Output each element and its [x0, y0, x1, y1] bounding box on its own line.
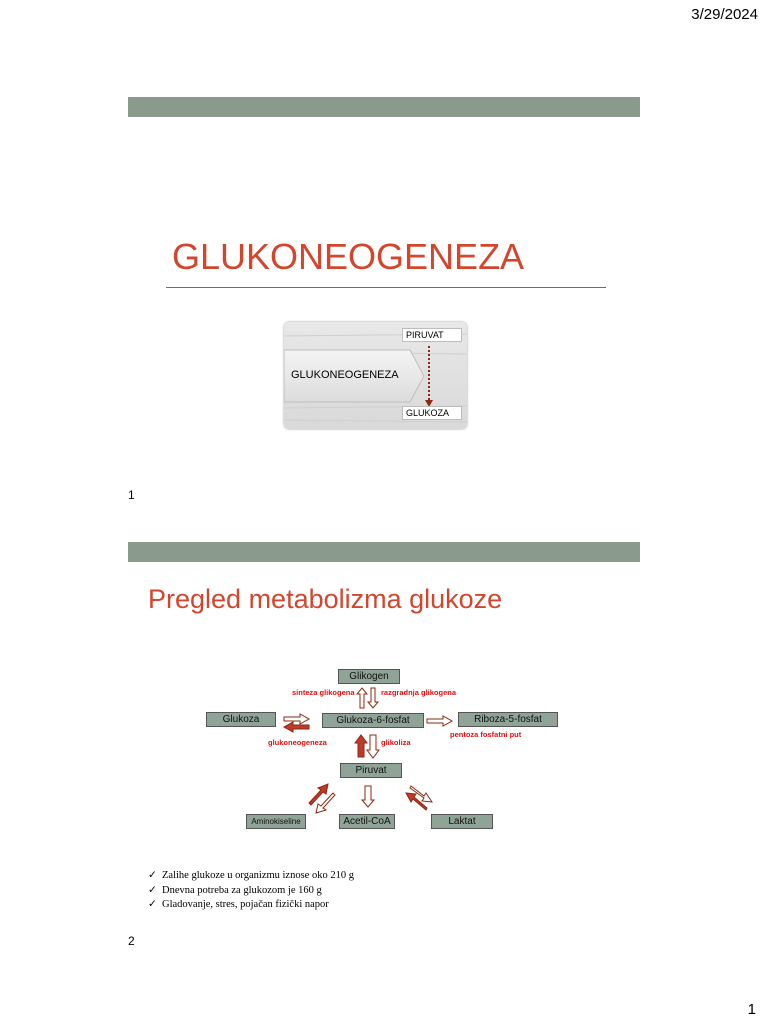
check-icon: ✓	[148, 899, 157, 910]
razgradnja-label: razgradnja glikogena	[381, 688, 457, 697]
glucose-left-arrow	[284, 722, 309, 732]
slide2-title: Pregled metabolizma glukoze	[148, 584, 503, 614]
pentoza-label: pentoza fosfatni put	[450, 730, 522, 739]
slide1-number: 1	[128, 488, 135, 502]
g6p-box: Glukoza-6-fosfat	[322, 713, 424, 728]
glukoneogeneza-label: glukoneogeneza	[268, 738, 327, 747]
pentose-arrow	[427, 716, 452, 726]
glycolysis-arrow	[367, 735, 379, 758]
gluconeogenesis-arrow	[355, 735, 367, 757]
glikoliza-label: glikoliza	[381, 738, 411, 747]
check-icon: ✓	[148, 870, 157, 881]
breakdown-arrow	[368, 688, 378, 708]
aminokiseline-box: Aminokiseline	[246, 814, 306, 829]
laktat-box: Laktat	[431, 814, 493, 829]
print-date: 3/29/2024	[691, 6, 758, 23]
bullet-item: ✓ Dnevna potreba za glukozom je 160 g	[148, 884, 354, 899]
page-number: 1	[747, 1001, 756, 1018]
glucose-right-arrow	[284, 714, 309, 724]
slide2-number: 2	[128, 934, 135, 948]
gluconeogenesis-label: GLUKONEOGENEZA	[291, 369, 399, 381]
glukoza-box: Glukoza	[206, 712, 276, 727]
sinteza-label: sinteza glikogena	[292, 688, 355, 697]
bullet-item: ✓ Gladovanje, stres, pojačan fizički napor	[148, 898, 354, 913]
piruvat-label: PIRUVAT	[402, 328, 462, 342]
r5p-box: Riboza-5-fosfat	[458, 712, 558, 727]
acetyl-arrow	[362, 786, 374, 807]
acetil-coa-box: Acetil-CoA	[339, 814, 395, 829]
check-icon: ✓	[148, 884, 157, 896]
piruvat-box: Piruvat	[340, 763, 402, 778]
glukoza-label: GLUKOZA	[402, 406, 462, 420]
glikogen-box: Glikogen	[338, 669, 400, 684]
synthesis-arrow	[357, 688, 367, 708]
bullet-item: ✓ Zalihe glukoze u organizmu iznose oko 210 g	[148, 869, 354, 884]
bullet-list	[148, 869, 354, 913]
slide1-title: GLUKONEOGENEZA	[172, 236, 525, 277]
